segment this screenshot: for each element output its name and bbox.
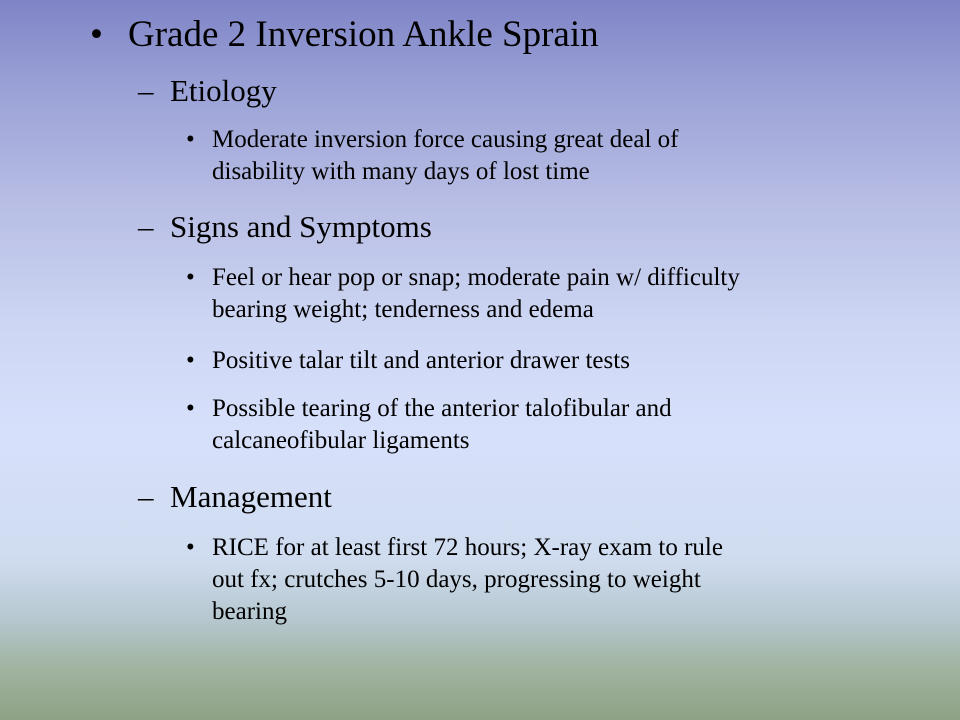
item-bullet: • bbox=[186, 264, 195, 291]
title-bullet: • bbox=[90, 14, 103, 55]
item-bullet: • bbox=[186, 534, 195, 561]
list-item-text: RICE for at least first 72 hours; X-ray exam to rule out fx; crutches 5-10 days, progressing to weight bearing bbox=[212, 534, 723, 625]
section-heading-text: Signs and Symptoms bbox=[170, 209, 432, 244]
list-item-text: Feel or hear pop or snap; moderate pain w/ difficulty bearing weight; tenderness and edema bbox=[212, 264, 740, 323]
list-item-text: Possible tearing of the anterior talofibular and calcaneofibular ligaments bbox=[212, 395, 672, 454]
item-bullet: • bbox=[186, 126, 195, 153]
section-heading-text: Management bbox=[170, 479, 332, 514]
section-dash: – bbox=[138, 73, 154, 108]
section-dash: – bbox=[138, 479, 154, 514]
list-item-text: Positive talar tilt and anterior drawer tests bbox=[212, 347, 630, 374]
list-item-text: Moderate inversion force causing great deal of disability with many days of lost time bbox=[212, 126, 679, 185]
item-bullet: • bbox=[186, 347, 195, 374]
item-bullet: • bbox=[186, 395, 195, 422]
section-dash: – bbox=[138, 209, 154, 244]
slide-title-text: Grade 2 Inversion Ankle Sprain bbox=[128, 14, 599, 55]
section-heading-text: Etiology bbox=[170, 73, 277, 108]
